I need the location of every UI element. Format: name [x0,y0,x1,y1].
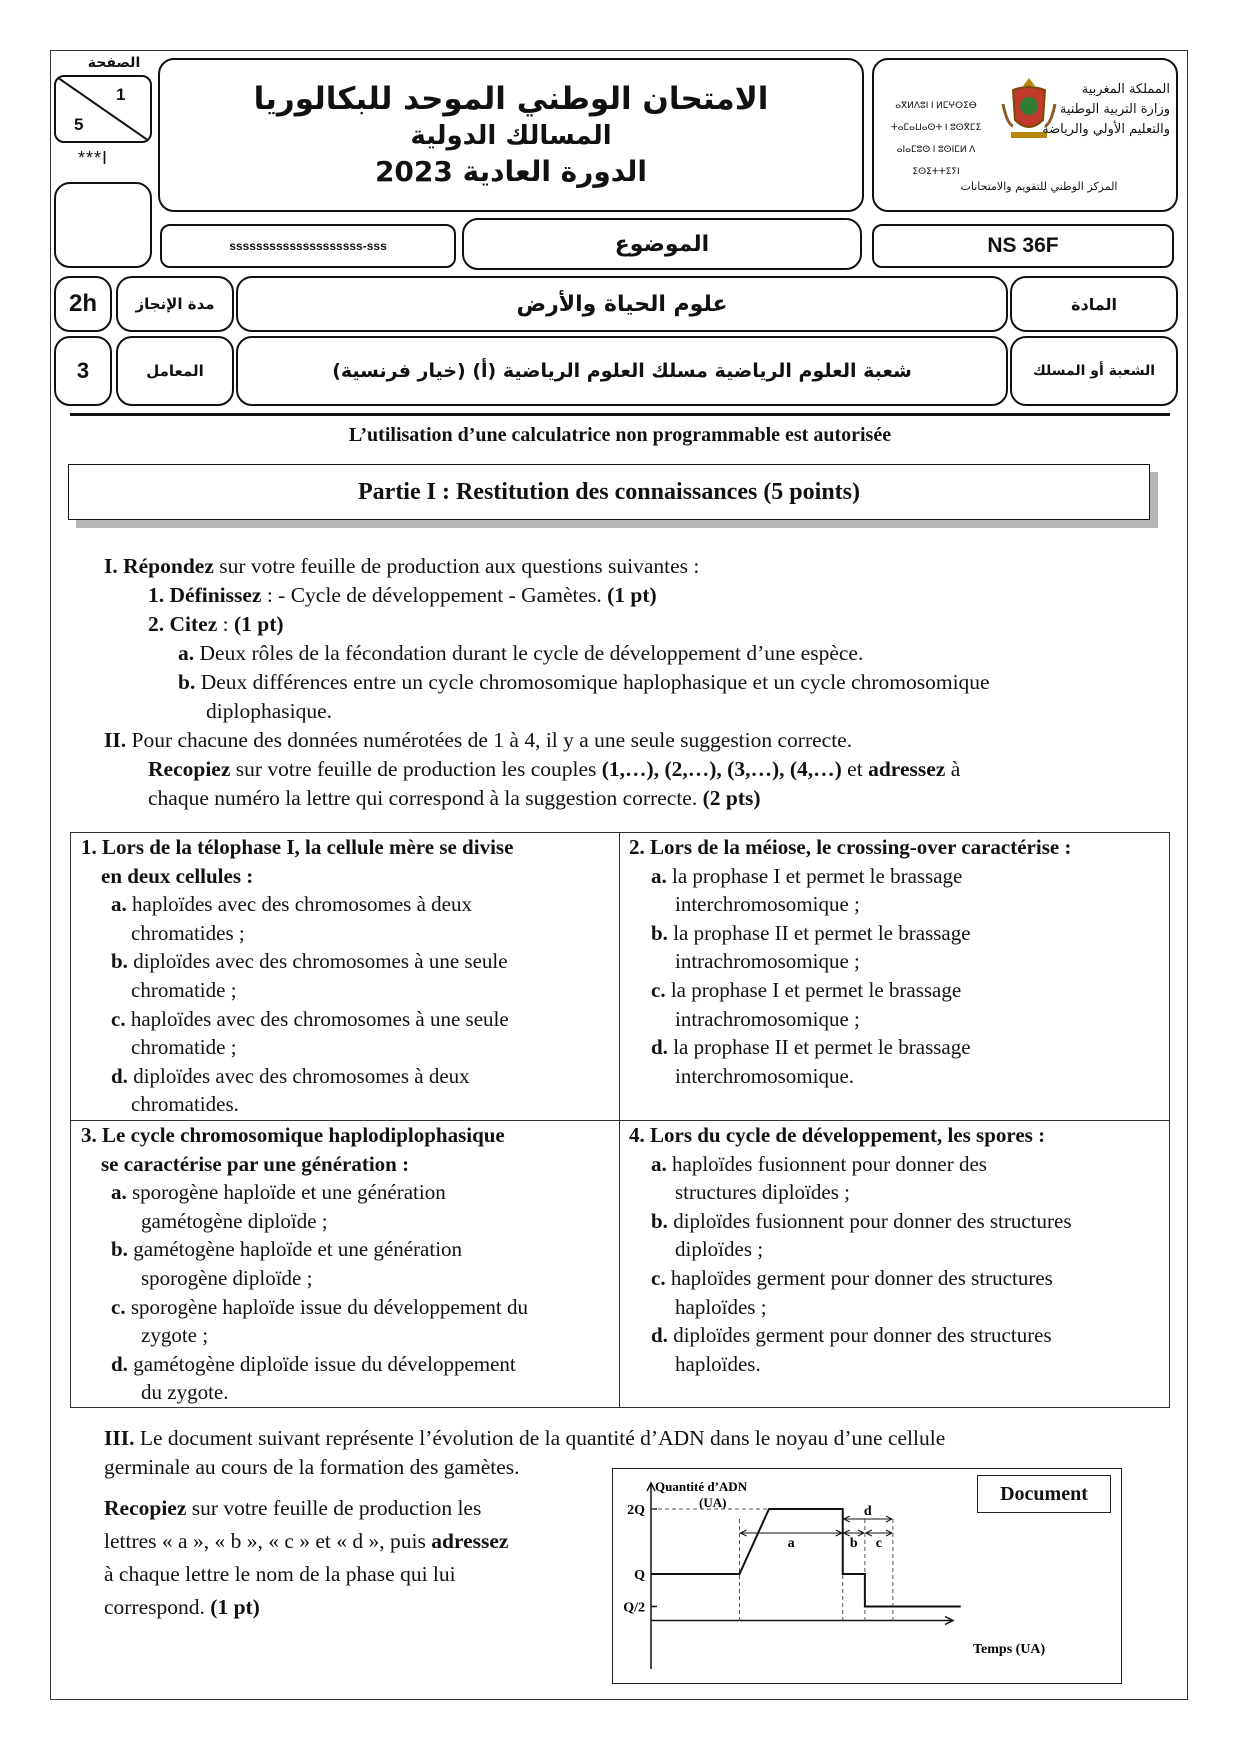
ministry-line: والتعليم الأولي والرياضة [1042,122,1170,137]
option-cont: chromatides. [131,1092,239,1117]
subject-name: علوم الحياة والأرض [236,276,1008,332]
option-cont: interchromosomique ; [675,892,860,917]
track-name: شعبة العلوم الرياضية مسلك العلوم الرياضية (أ) (خيار فرنسية) [236,336,1008,406]
section-3-line4: lettres « a », « b », « c » et « d », puis adressez [104,1529,509,1553]
tifinagh-line: ⵜⴰⵎⴰⵡⴰⵙⵜ ⵏ ⵓⵙⴳⵎⵉ [890,122,982,132]
question-title-cont: se caractérise par une génération : [101,1151,410,1176]
question-cell-4 [619,1121,1169,1378]
section-1-intro: I. Répondez sur votre feuille de production aux questions suivantes : [104,554,700,578]
y-tick-label: Q/2 [623,1600,645,1616]
option: b. diploïdes fusionnent pour donner des structures [651,1208,1072,1233]
question-cite-b: b. Deux différences entre un cycle chromosomique haplophasique et un cycle chromosomique [178,670,990,694]
option-cont: chromatide ; [131,1035,237,1060]
option-cont: interchromosomique. [675,1063,855,1088]
exam-title: الامتحان الوطني الموحد للبكالوريا [253,81,769,117]
page-number-box [54,75,152,143]
option: a. sporogène haploïde et une génération [111,1180,446,1205]
option: a. haploïdes avec des chromosomes à deux [111,892,472,917]
question-title: 4. Lors du cycle de développement, les spores : [629,1123,1046,1147]
option: b. diploïdes avec des chromosomes à une seule [111,949,508,974]
coef-label: المعامل [116,336,234,406]
option: c. la prophase I et permet le brassage [651,977,962,1002]
option: b. gamétogène haploïde et une génération [111,1237,463,1262]
dna-series-line [651,1509,961,1607]
question-cell-1 [71,833,619,1119]
phase-label-a: a [787,1536,795,1551]
section-3-line6: correspond. (1 pt) [104,1595,260,1619]
header-rule [70,413,1170,416]
question-cite-a: a. Deux rôles de la fécondation durant le cycle de développement d’une espèce. [178,641,864,665]
tifinagh-line: ⴰⴳⵍⴷⵓⵏ ⵏ ⵍⵎⵖⵔⵉⴱ [895,100,977,110]
duration-label: مدة الإنجاز [116,276,234,332]
option-cont: du zygote. [141,1380,229,1405]
ministry-line: وزارة التربية الوطنية [1059,102,1170,117]
phase-label-d: d [863,1504,872,1519]
option: c. haploïdes avec des chromosomes à une seule [111,1006,509,1031]
section-1 [104,552,1170,726]
option: a. haploïdes fusionnent pour donner des [651,1151,987,1176]
option: c. haploïdes germent pour donner des structures [651,1265,1053,1290]
option: a. la prophase I et permet le brassage [651,863,963,888]
option: d. diploïdes avec des chromosomes à deux [111,1063,470,1088]
page-number-divider [54,75,152,143]
option-cont: sporogène diploïde ; [141,1265,313,1290]
exam-code: NS 36F [872,224,1174,268]
track-label: الشعبة أو المسلك [1010,336,1178,406]
question-title: 3. Le cycle chromosomique haplodiplophasique [81,1123,505,1147]
question-cell-2 [619,833,1169,1090]
section-3-instruction [104,1492,594,1624]
ministry-line: المملكة المغربية [1081,82,1170,97]
code-field: ssssssssssssssssssss-sss [160,224,456,268]
section-2-intro: II. Pour chacune des données numérotées de 1 à 4, il y a une seule suggestion correcte. [104,728,853,752]
part-title: Partie I : Restitution des connaissances (5 points) [68,464,1150,520]
page-current: 1 [116,85,126,104]
option-cont: chromatide ; [131,977,237,1002]
page-label: الصفحة [87,55,141,71]
section-2-instruction-cont: chaque numéro la lettre qui correspond à la suggestion correcte. (2 pts) [148,786,761,810]
section-3-line2: germinale au cours de la formation des gamètes. [104,1455,520,1479]
question-cell-3 [71,1121,619,1407]
question-title: 2. Lors de la méiose, le crossing-over caractérise : [629,835,1072,859]
option: c. sporogène haploïde issue du développement du [111,1294,528,1319]
option-cont: structures diploïdes ; [675,1180,850,1205]
option: d. gamétogène diploïde issue du développement [111,1351,516,1376]
question-cite: 2. Citez : (1 pt) [148,612,284,636]
exam-tracks: المسالك الدولية [410,121,612,151]
phase-label-b: b [849,1536,858,1551]
coef-value: 3 [54,336,112,406]
section-3-line1: III. Le document suivant représente l’évolution de la quantité d’ADN dans le noyau d’une cellule [104,1426,946,1450]
section-3-line5: à chaque lettre le nom de la phase qui lui [104,1562,456,1586]
ministry-box [872,58,1178,212]
option-cont: diploïdes ; [675,1237,764,1262]
phase-label-c: c [875,1536,882,1551]
question-grid [70,832,1170,1408]
chart-title: Document [977,1475,1111,1513]
option-cont: intrachromosomique ; [675,949,860,974]
x-axis-label: Temps (UA) [973,1642,1046,1657]
section-2-instruction: Recopiez sur votre feuille de production les couples (1,…), (2,…), (3,…), (4,…) et adressez à [148,757,961,781]
question-title-cont: en deux cellules : [101,863,254,888]
question-title: 1. Lors de la télophase I, la cellule mère se divise [81,835,514,859]
question-cite-b-cont: diplophasique. [206,699,332,723]
option-cont: intrachromosomique ; [675,1006,860,1031]
y-tick-label: 2Q [627,1503,645,1518]
y-axis-unit: (UA) [699,1495,727,1510]
calc-note: L’utilisation d’une calculatrice non programmable est autorisée [348,424,892,446]
y-tick-label: Q [634,1568,645,1583]
duration-value: 2h [54,276,112,332]
option-cont: haploïdes ; [675,1294,767,1319]
stars-mark: ***I [78,148,109,168]
y-axis-label: Quantité d’ADN [655,1479,748,1494]
option-cont: chromatides ; [131,920,245,945]
ministry-center: المركز الوطني للتقويم والامتحانات [960,180,1118,193]
option: d. la prophase II et permet le brassage [651,1035,971,1060]
option: d. diploïdes germent pour donner des structures [651,1323,1052,1348]
page-total: 5 [74,115,84,134]
option-cont: haploïdes. [675,1351,761,1376]
exam-title-box [158,58,864,212]
question-define: 1. Définissez : - Cycle de développement - Gamètes. (1 pt) [148,583,657,607]
matter-label: المادة [1010,276,1178,332]
dna-chart-frame [612,1468,1122,1684]
blank-box [54,182,152,268]
exam-session: الدورة العادية 2023 [374,155,648,188]
ministry-text [1024,80,1170,140]
option-cont: zygote ; [141,1323,209,1348]
tifinagh-block [888,94,984,182]
option: b. la prophase II et permet le brassage [651,920,971,945]
option-cont: gamétogène diploïde ; [141,1208,328,1233]
section-2 [104,726,1170,813]
section-3-line3: Recopiez sur votre feuille de production les [104,1496,482,1520]
subject-label-box: الموضوع [462,218,862,270]
tifinagh-line: ⴰⵏⴰⵎⵓⵙ ⵏ ⵓⵙⵏⵎⵍ ⴷ ⵉⵙⵉⵜⵜⵉⵢⵏ [896,144,976,176]
